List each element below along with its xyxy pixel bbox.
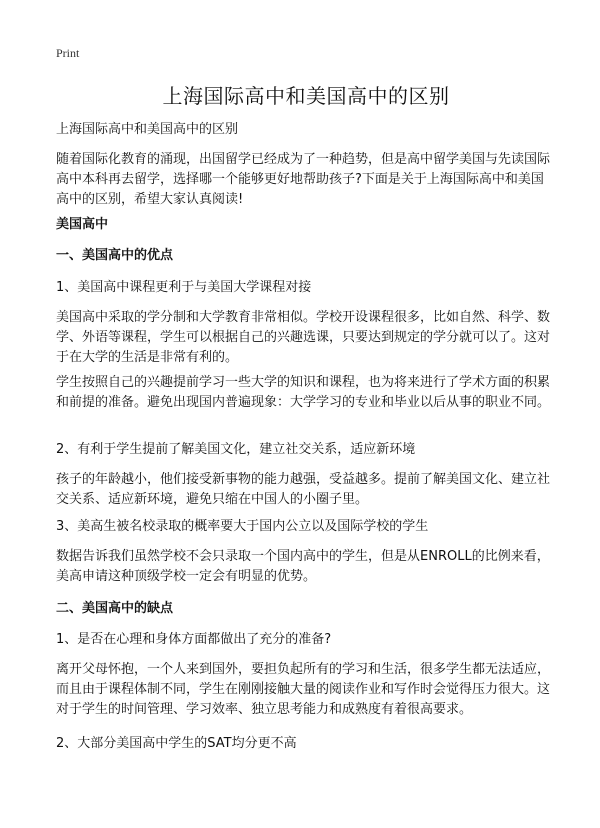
article-subtitle: 上海国际高中和美国高中的区别 (56, 122, 239, 137)
section-heading-us-high-school: 美国高中 (56, 217, 109, 232)
disadvantage-2-title: 2、大部分美国高中学生的SAT均分更不高 (56, 736, 297, 751)
page-title: 上海国际高中和美国高中的区别 (162, 84, 450, 108)
print-link[interactable]: Print (56, 46, 80, 60)
advantages-heading: 一、美国高中的优点 (56, 248, 174, 263)
advantage-2-paragraph-1: 孩子的年龄越小，他们接受新事物的能力越强，受益越多。提前了解美国文化、建立社交关系、适应新环境，避免只缩在中国人的小圈子里。 (56, 472, 551, 507)
disadvantages-heading: 二、美国高中的缺点 (56, 601, 174, 616)
disadvantage-1-title: 1、是否在心理和身体方面都做出了充分的准备? (56, 632, 332, 647)
advantage-1-paragraph-2: 学生按照自己的兴趣提前学习一些大学的知识和课程，也为将来进行了学术方面的积累和前提的准备。避免出现国内普遍现象：大学学习的专业和毕业以后从事的职业不同。 (56, 375, 551, 410)
advantage-1-paragraph-1: 美国高中采取的学分制和大学教育非常相似。学校开设课程很多，比如自然、科学、数学、外语等课程，学生可以根据自己的兴趣选课，只要达到规定的学分就可以了。这对于在大学的生活是非常有利的。 (56, 310, 551, 365)
advantage-3-paragraph-1: 数据告诉我们虽然学校不会只录取一个国内高中的学生，但是从ENROLL的比例来看，美高申请这种顶级学校一定会有明显的优势。 (56, 549, 550, 584)
intro-paragraph: 随着国际化教育的涌现，出国留学已经成为了一种趋势，但是高中留学美国与先读国际高中本科再去留学，选择哪一个能够更好地帮助孩子?下面是关于上海国际高中和美国高中的区别，希望大家认真阅读! (56, 152, 551, 207)
advantage-1-title: 1、美国高中课程更利于与美国大学课程对接 (56, 280, 312, 295)
advantage-2-title: 2、有利于学生提前了解美国文化，建立社交关系，适应新环境 (56, 442, 416, 457)
disadvantage-1-paragraph-1: 离开父母怀抱，一个人来到国外，要担负起所有的学习和生活，很多学生都无法适应，而且由于课程体制不同，学生在刚刚接触大量的阅读作业和写作时会觉得压力很大。这对于学生的时间管理、学习效率、独立思考能力和成熟度有着很高要求。 (56, 662, 551, 717)
advantage-3-title: 3、美高生被名校录取的概率要大于国内公立以及国际学校的学生 (56, 519, 429, 534)
